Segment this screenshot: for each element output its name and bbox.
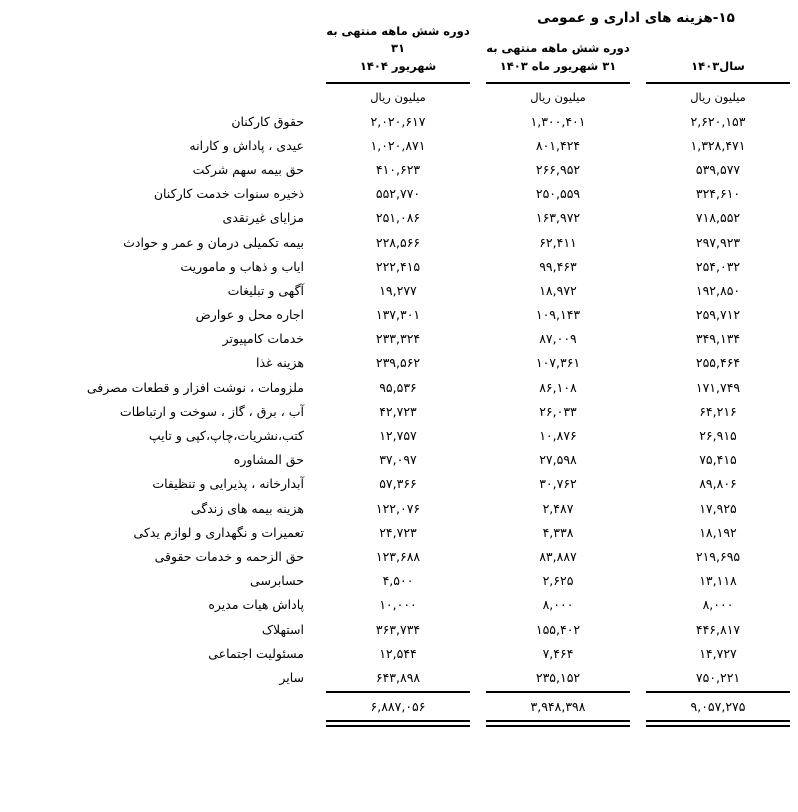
total-year-1403: ۹,۰۵۷,۲۷۵ [690,698,746,714]
table-row [0,472,798,496]
cell-period-1403: ۷,۴۶۴ [542,645,574,661]
table-footer [0,690,798,727]
unit-row [0,84,798,109]
cell-period-1403: ۲۷,۵۹۸ [539,452,577,468]
unit-period-1404: میلیون ریال [370,90,426,104]
cell-line-item-label: آبدارخانه ، پذیرایی و تنظیفات [152,476,304,492]
cell-line-item-label: ذخیره سنوات خدمت کارکنان [153,186,304,202]
cell-line-item-label: هزینه غذا [256,355,304,371]
cell-line-item-label: تعمیرات و نگهداری و لوازم یدکی [133,524,304,540]
admin-general-expenses-table [0,14,798,727]
cell-line-item-label: حق المشاوره [233,452,304,468]
table-row [0,133,798,157]
table-row [0,351,798,375]
table-row [0,375,798,399]
table-row [0,230,798,254]
table-row [0,520,798,544]
cell-year-1403: ۳۲۴,۶۱۰ [695,186,741,202]
cell-right-pad [0,182,18,206]
cell-period-1404: ۱۲,۷۵۷ [379,428,417,444]
table-row [0,303,798,327]
cell-line-item-label: ملزومات ، نوشت افزار و قطعات مصرفی [86,379,304,395]
cell-period-1403: ۲,۶۲۵ [542,573,574,589]
cell-period-1404: ۶۴۳,۸۹۸ [375,669,421,685]
cell-year-1403: ۵۳۹,۵۷۷ [695,161,741,177]
column-header-line-item [18,14,318,81]
cell-line-item-label: کتب،نشریات،چاپ،کپی و تایپ [148,428,304,444]
cell-period-1403: ۲۶,۰۳۳ [539,403,577,419]
cell-line-item-label: مسئولیت اجتماعی [208,645,304,661]
cell-period-1404: ۲۵۱,۰۸۶ [375,210,421,226]
cell-year-1403: ۱,۳۲۸,۴۷۱ [690,137,746,153]
total-label [18,694,318,720]
cell-right-pad [0,399,18,423]
total-pad-cell [0,694,18,720]
cell-line-item-label: حقوق کارکنان [231,113,304,129]
header-titles-row [0,14,798,81]
cell-line-item-label: حق الزحمه و خدمات حقوقی [154,548,304,564]
cell-period-1404: ۲۴,۷۲۳ [379,524,417,540]
cell-year-1403: ۳۴۹,۱۳۴ [695,331,741,347]
cell-year-1403: ۱۳,۱۱۸ [699,573,737,589]
cell-year-1403: ۸۹,۸۰۶ [699,476,737,492]
cell-right-pad [0,423,18,447]
table-row [0,423,798,447]
cell-year-1403: ۱۷,۹۲۵ [699,500,737,516]
cell-period-1404: ۹۵,۵۳۶ [379,379,417,395]
table-row [0,641,798,665]
cell-right-pad [0,544,18,568]
cell-right-pad [0,472,18,496]
cell-period-1403: ۱۶۳,۹۷۲ [535,210,581,226]
cell-right-pad [0,206,18,230]
cell-period-1404: ۱,۰۲۰,۸۷۱ [370,137,426,153]
cell-period-1404: ۲,۰۲۰,۶۱۷ [370,113,426,129]
cell-year-1403: ۱۴,۷۲۷ [699,645,737,661]
cell-line-item-label: سایر [279,669,304,685]
cell-year-1403: ۱۹۲,۸۵۰ [695,282,741,298]
total-bottom-rule-label-gap [18,720,318,727]
unit-label-cell [18,84,318,109]
total-period-1403: ۳,۹۴۸,۳۹۸ [530,698,586,714]
table-row [0,399,798,423]
cell-period-1404: ۱۳۷,۳۰۱ [375,307,421,323]
cell-right-pad [0,665,18,689]
cell-right-pad [0,448,18,472]
cell-right-pad [0,303,18,327]
table-row [0,448,798,472]
unit-year-1403: میلیون ریال [690,90,746,104]
cell-period-1404: ۴۲,۷۲۳ [379,403,417,419]
total-bottom-rule-period-1404 [318,720,478,727]
cell-period-1403: ۱,۳۰۰,۴۰۱ [530,113,586,129]
cell-year-1403: ۲۵۴,۰۳۲ [695,258,741,274]
table-row [0,327,798,351]
cell-period-1404: ۳۶۳,۷۳۴ [375,621,421,637]
total-bottom-rule-pad [0,720,18,727]
cell-period-1403: ۸,۰۰۰ [542,597,574,613]
table-row [0,182,798,206]
cell-right-pad [0,109,18,133]
cell-period-1403: ۹۹,۴۶۳ [539,258,577,274]
table-row [0,569,798,593]
cell-year-1403: ۲۵۹,۷۱۲ [695,307,741,323]
cell-period-1404: ۳۷,۰۹۷ [379,452,417,468]
cell-right-pad [0,351,18,375]
cell-period-1404: ۲۲۸,۵۶۶ [375,234,421,250]
cell-right-pad [0,569,18,593]
cell-period-1403: ۸۰۱,۴۲۴ [535,137,581,153]
unit-period-1403: میلیون ریال [530,90,586,104]
cell-period-1404: ۱۹,۲۷۷ [379,282,417,298]
total-period-1404: ۶,۸۸۷,۰۵۶ [370,698,426,714]
cell-year-1403: ۱۷۱,۷۴۹ [695,379,741,395]
cell-period-1404: ۱۰,۰۰۰ [379,597,417,613]
table-row [0,496,798,520]
cell-period-1403: ۸۳,۸۸۷ [539,548,577,564]
cell-period-1403: ۱۸,۹۷۲ [539,282,577,298]
cell-year-1403: ۲۹۷,۹۲۳ [695,234,741,250]
cell-right-pad [0,157,18,181]
cell-year-1403: ۲,۶۲۰,۱۵۳ [690,113,746,129]
cell-period-1404: ۴۱۰,۶۲۳ [375,161,421,177]
cell-line-item-label: اجاره محل و عوارض [195,307,304,323]
column-header-period-1403: دوره شش ماهه منتهی به ۳۱ شهریور ماه ۱۴۰۳ [486,41,630,74]
table-row [0,109,798,133]
total-bottom-rule-row [0,720,798,727]
cell-period-1404: ۱۲۲,۰۷۶ [375,500,421,516]
cell-right-pad [0,496,18,520]
cell-period-1403: ۲۵۰,۵۵۹ [535,186,581,202]
cell-year-1403: ۱۸,۱۹۲ [699,524,737,540]
unit-pad-cell [0,84,18,109]
cell-right-pad [0,375,18,399]
cell-period-1403: ۲۶۶,۹۵۲ [535,161,581,177]
cell-line-item-label: عیدی ، پاداش و کارانه [189,137,304,153]
cell-year-1403: ۲۱۹,۶۹۵ [695,548,741,564]
cell-line-item-label: پاداش هیات مدیره [208,597,304,613]
cell-right-pad [0,327,18,351]
cell-period-1403: ۱۵۵,۴۰۲ [535,621,581,637]
cell-period-1404: ۱۲,۵۴۴ [379,645,417,661]
cell-line-item-label: حق بیمه سهم شرکت [192,161,304,177]
table-body [0,109,798,690]
cell-year-1403: ۷۱۸,۵۵۲ [695,210,741,226]
cell-period-1403: ۳۰,۷۶۲ [539,476,577,492]
table-row [0,593,798,617]
cell-period-1404: ۲۳۹,۵۶۲ [375,355,421,371]
header-right-pad [0,14,18,81]
cell-period-1404: ۲۳۳,۳۲۴ [375,331,421,347]
cell-period-1404: ۵۵۲,۷۷۰ [375,186,421,202]
table-row [0,206,798,230]
cell-period-1403: ۱۰,۸۷۶ [539,428,577,444]
cell-right-pad [0,278,18,302]
cell-line-item-label: ایاب و ذهاب و ماموریت [180,258,304,274]
table-row [0,157,798,181]
table-row [0,617,798,641]
cell-year-1403: ۶۴,۲۱۶ [699,403,737,419]
cell-line-item-label: هزینه بیمه های زندگی [190,500,304,516]
table-row [0,278,798,302]
column-header-year-1403: سال۱۴۰۳ [691,59,745,74]
total-row [0,694,798,720]
cell-right-pad [0,593,18,617]
table-row [0,544,798,568]
cell-line-item-label: مزایای غیرنقدی [222,210,304,226]
cell-period-1404: ۲۲۲,۴۱۵ [375,258,421,274]
page-title: ۱۵-هزینه های اداری و عمومی [537,10,735,26]
cell-line-item-label: آب ، برق ، گاز ، سوخت و ارتباطات [119,403,304,419]
cell-right-pad [0,617,18,641]
table-header [0,14,798,109]
cell-period-1404: ۱۲۳,۶۸۸ [375,548,421,564]
table-row [0,665,798,689]
cell-period-1403: ۲۳۵,۱۵۲ [535,669,581,685]
cell-right-pad [0,230,18,254]
cell-period-1403: ۲,۴۸۷ [542,500,574,516]
cell-period-1403: ۶۲,۴۱۱ [539,234,577,250]
cell-period-1403: ۱۰۷,۳۶۱ [535,355,581,371]
cell-period-1403: ۸۷,۰۰۹ [539,331,577,347]
cell-year-1403: ۴۴۶,۸۱۷ [695,621,741,637]
cell-year-1403: ۷۵۰,۲۲۱ [695,669,741,685]
cell-right-pad [0,133,18,157]
cell-line-item-label: آگهی و تبلیغات [227,282,304,298]
cell-period-1404: ۵۷,۳۶۶ [379,476,417,492]
cell-period-1403: ۸۶,۱۰۸ [539,379,577,395]
cell-year-1403: ۸,۰۰۰ [702,597,734,613]
cell-line-item-label: بیمه تکمیلی درمان و عمر و حوادث [123,234,304,250]
cell-right-pad [0,254,18,278]
total-bottom-rule-period-1403 [478,720,638,727]
cell-year-1403: ۷۵,۴۱۵ [699,452,737,468]
column-header-period-1404: دوره شش ماهه منتهی به ۳۱ شهریور ۱۴۰۴ [326,23,470,74]
total-bottom-rule-year-1403 [638,720,798,727]
cell-period-1403: ۴,۳۳۸ [542,524,574,540]
table-row [0,254,798,278]
cell-line-item-label: استهلاک [261,621,304,637]
cell-period-1404: ۴,۵۰۰ [382,573,414,589]
cell-right-pad [0,641,18,665]
cell-line-item-label: خدمات کامپیوتر [222,331,304,347]
cell-year-1403: ۲۶,۹۱۵ [699,428,737,444]
cell-right-pad [0,520,18,544]
cell-period-1403: ۱۰۹,۱۴۳ [535,307,581,323]
cell-line-item-label: حسابرسی [250,573,304,589]
cell-year-1403: ۲۵۵,۴۶۴ [695,355,741,371]
